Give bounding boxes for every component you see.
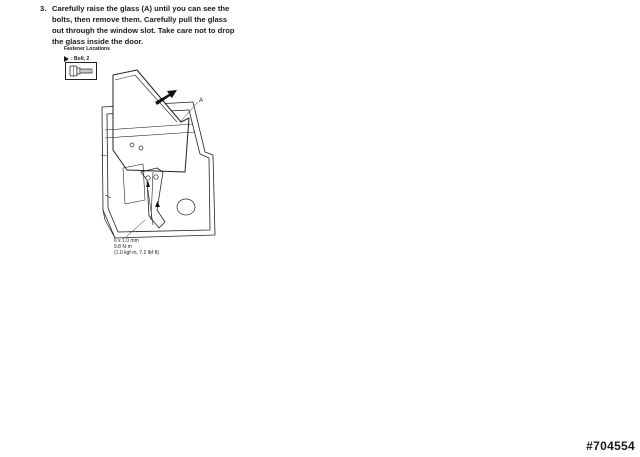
spec-torque-alt: (1.0 kgf·m, 7.2 lbf·ft) — [114, 250, 160, 256]
spec-size: 6 x 1.0 mm — [114, 238, 139, 244]
regulator-bolt-1 — [146, 176, 150, 180]
step-instruction: Carefully raise the glass (A) until you can see the bolts, then remove them. Carefully pull the glass out through the window slot. Take care not to drop the glass inside the door. — [52, 4, 235, 46]
door-glass-diagram — [85, 60, 225, 265]
document-id: #704554 — [586, 439, 635, 453]
bolt-marker-triangle-1 — [146, 181, 150, 187]
speaker-hole — [177, 199, 195, 215]
bolt-hole-1 — [130, 143, 134, 147]
fastener-item-label: : Bolt, 2 — [71, 56, 90, 62]
bolt-marker-triangle-2 — [155, 201, 160, 207]
step-number: 3. — [40, 4, 47, 13]
spec-torque-nm: 9.8 N·m — [114, 244, 132, 250]
step-3 — [40, 3, 280, 47]
fastener-locations-title: Fastener Locations — [64, 46, 110, 52]
callout-label-a: A — [199, 98, 204, 104]
spec-leader-line — [125, 220, 145, 238]
bolt-hole-2 — [139, 146, 143, 150]
bolt-spec — [114, 238, 159, 256]
window-glass — [113, 70, 189, 172]
regulator-bolt-2 — [154, 175, 158, 179]
